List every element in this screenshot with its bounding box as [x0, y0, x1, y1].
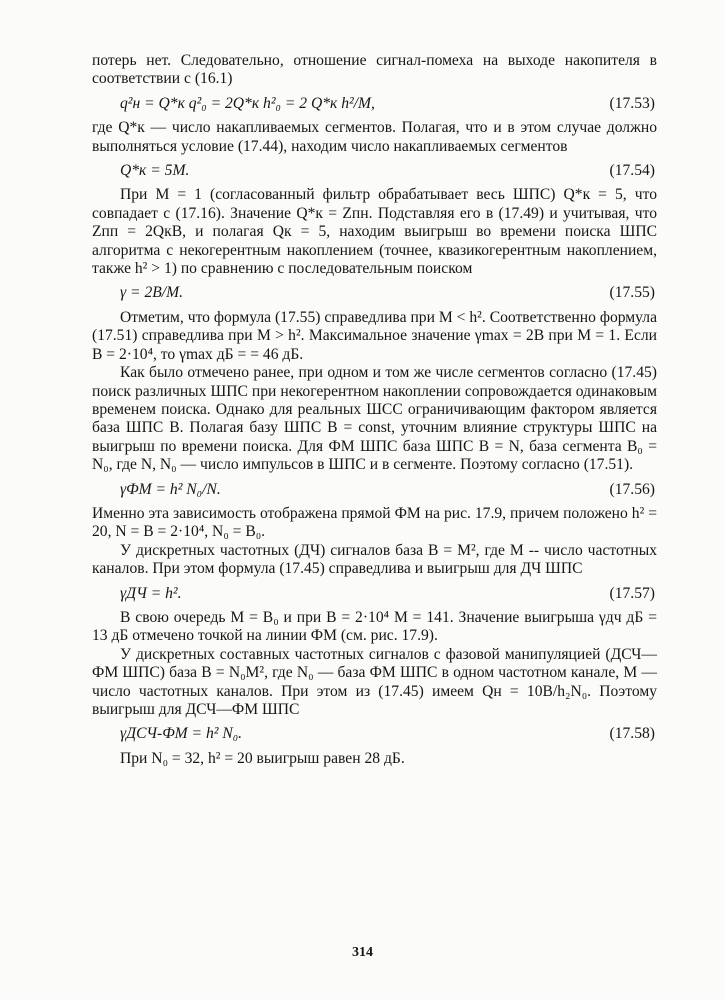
equation: γФМ = h² N₀/N. [120, 480, 221, 498]
paragraph: где Q*к — число накапливаемых сегментов. Полагая, что и в этом случае должно выполняться условие (17.44), находим число накапливаемых сегментов [92, 119, 657, 155]
paragraph: У дискретных составных частотных сигналов с фазовой манипуляцией (ДСЧ—ФМ ШПС) база B = N₀M², где N₀ — база ФМ ШПС в одном частотном канале, M — число частотных каналов. При этом из (17.45) имеем Qн = 10B/h₂N₀. Поэтому выигрыш для ДСЧ—ФМ ШПС [92, 645, 657, 718]
equation-number: (17.57) [609, 584, 655, 602]
paragraph: Как было отмечено ранее, при одном и том же числе сегментов согласно (17.45) поиск различных ШПС при некогерентном накоплении сопровождается одинаковым временем поиска. Однако для реальных ШСС ограничивающим фактором является база ШПС B. Полагая базу ШПС B = const, уточним влияние структуры ШПС на выигрыш по времени поиска. Для ФМ ШПС база ШПС B = N, база сегмента B₀ = N₀, где N, N₀ — число импульсов в ШПС и в сегменте. Поэтому согласно (17.51). [92, 364, 657, 474]
paragraph: Отметим, что формула (17.55) справедлива при M < h². Соответственно формула (17.51) справедлива при M > h². Максимальное значение γmax = 2B при M = 1. Если B = 2·10⁴, то γmax дБ = = 46 дБ. [92, 308, 657, 363]
equation-number: (17.55) [609, 284, 655, 302]
equation-row [92, 284, 657, 302]
paragraph: В свою очередь M = B₀ и при B = 2·10⁴ M = 141. Значение выигрыша γдч дБ = 13 дБ отмечено точкой на линии ФМ (см. рис. 17.9). [92, 608, 657, 645]
paragraph: При M = 1 (согласованный фильтр обрабатывает весь ШПС) Q*к = 5, что совпадает с (17.16). Значение Q*к = Zпн. Подставляя его в (17.49) и учитывая, что Zпп = 2QкB, и полагая Qк = 5, находим выигрыш во времени поиска ШПС алгоритма с некогерентным накоплением (точнее, квазикогерентным накоплением, также h² > 1) по сравнению с последовательным поиском [92, 186, 657, 278]
equation-row [92, 95, 657, 113]
equation-row [92, 585, 657, 603]
paragraph: У дискретных частотных (ДЧ) сигналов база B = M², где M -- число частотных каналов. При этом формула (17.45) справедлива и выигрыш для ДЧ ШПС [92, 541, 657, 578]
paragraph: Именно эта зависимость отображена прямой ФМ на рис. 17.9, причем положено h² = 20, N = B = 2·10⁴, N₀ = B₀. [92, 504, 657, 541]
paragraph: потерь нет. Следовательно, отношение сигнал-помеха на выходе накопителя в соответствии с (16.1) [92, 52, 657, 88]
body-text [92, 52, 657, 768]
equation-row [92, 481, 657, 499]
equation-row [92, 725, 657, 743]
paragraph: При N₀ = 32, h² = 20 выигрыш равен 28 дБ. [120, 749, 405, 767]
equation: γ = 2B/M. [120, 284, 184, 302]
equation: γДСЧ-ФМ = h² N₀. [120, 725, 243, 743]
equation-number: (17.53) [609, 94, 655, 112]
equation-number: (17.54) [609, 162, 655, 180]
page-number: 314 [352, 945, 373, 960]
equation-number: (17.58) [609, 725, 655, 743]
equation: Q*к = 5M. [120, 162, 190, 180]
equation-row [92, 162, 657, 180]
equation: q²н = Q*к q²₀ = 2Q*к h²₀ = 2 Q*к h²/M, [120, 94, 375, 112]
equation: γДЧ = h². [120, 584, 182, 602]
equation-number: (17.56) [609, 480, 655, 498]
